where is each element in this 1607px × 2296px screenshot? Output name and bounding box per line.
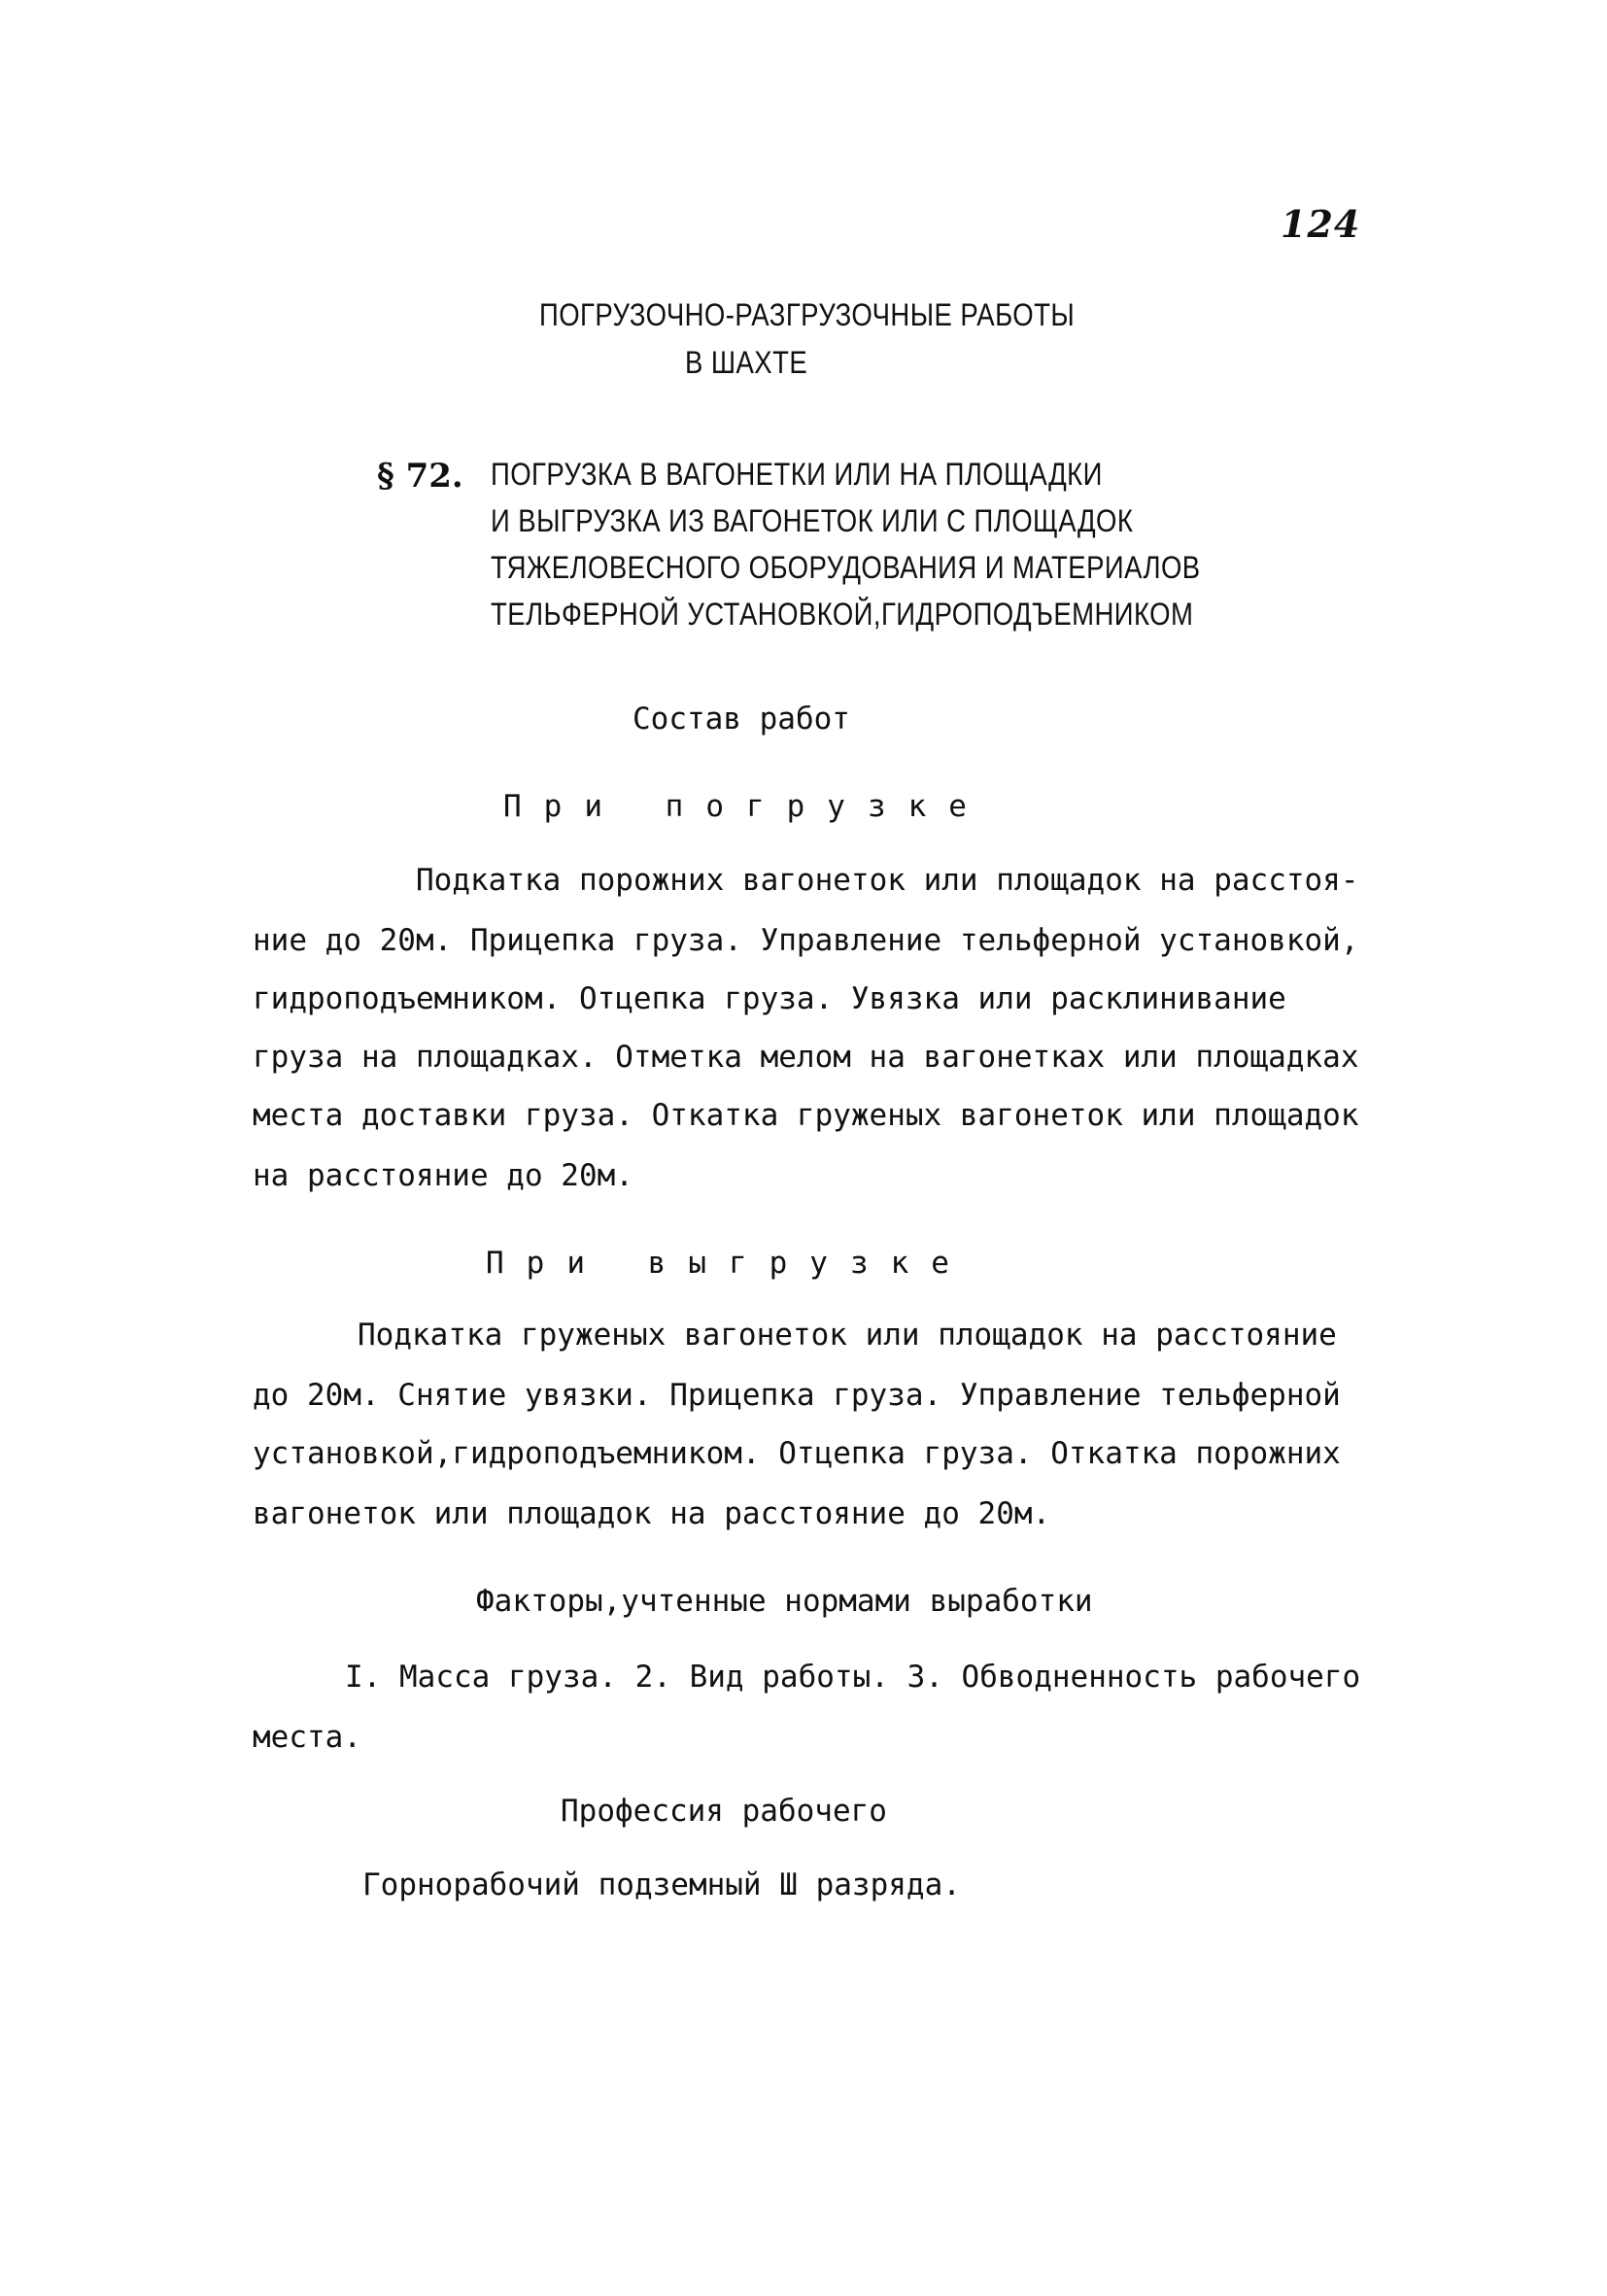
page-number: 124 xyxy=(1281,202,1361,246)
unloading-heading: При выгрузке xyxy=(486,1246,972,1281)
loading-paragraph-line: груза на площадках. Отметка мелом на вагонетках или площадках xyxy=(253,1040,1359,1075)
profession-heading: Профессия рабочего xyxy=(561,1794,887,1829)
loading-paragraph-line: Подкатка порожних вагонеток или площадок на расстоя- xyxy=(416,863,1359,898)
section-title-line-1: ПОГРУЗКА В ВАГОНЕТКИ ИЛИ НА ПЛОЩАДКИ xyxy=(491,457,1103,492)
document-title-line-1: ПОГРУЗОЧНО-РАЗГРУЗОЧНЫЕ РАБОТЫ xyxy=(539,297,1076,332)
loading-heading: При погрузке xyxy=(503,789,989,824)
factors-line: места. xyxy=(253,1720,361,1755)
loading-paragraph-line: ние до 20м. Прицепка груза. Управление тельферной установкой, xyxy=(253,923,1359,958)
section-number: § 72. xyxy=(377,457,463,496)
unloading-paragraph-line: вагонеток или площадок на расстояние до 20м. xyxy=(253,1496,1051,1531)
composition-heading: Состав работ xyxy=(633,702,850,737)
profession-text: Горнорабочий подземный Ш разряда. xyxy=(362,1868,961,1902)
section-title-line-3: ТЯЖЕЛОВЕСНОГО ОБОРУДОВАНИЯ И МАТЕРИАЛОВ xyxy=(491,550,1201,585)
loading-paragraph-line: на расстояние до 20м. xyxy=(253,1158,633,1193)
section-title-line-2: И ВЫГРУЗКА ИЗ ВАГОНЕТОК ИЛИ С ПЛОЩАДОК xyxy=(491,503,1134,538)
factors-line: I. Масса груза. 2. Вид работы. 3. Обводненность рабочего xyxy=(345,1660,1361,1695)
unloading-paragraph-line: Подкатка груженых вагонеток или площадок на расстояние xyxy=(358,1318,1337,1353)
document-title-line-2: В ШАХТЕ xyxy=(685,345,808,380)
loading-paragraph-line: места доставки груза. Откатка груженых вагонеток или площадок xyxy=(253,1098,1359,1133)
unloading-paragraph-line: установкой,гидроподъемником. Отцепка груза. Откатка порожних xyxy=(253,1436,1341,1471)
factors-heading: Факторы,учтенные нормами выработки xyxy=(476,1584,1093,1619)
section-title-line-4: ТЕЛЬФЕРНОЙ УСТАНОВКОЙ,ГИДРОПОДЪЕМНИКОМ xyxy=(491,597,1194,632)
loading-paragraph-line: гидроподъемником. Отцепка груза. Увязка или расклинивание xyxy=(253,981,1286,1016)
unloading-paragraph-line: до 20м. Снятие увязки. Прицепка груза. Управление тельферной xyxy=(253,1378,1341,1413)
